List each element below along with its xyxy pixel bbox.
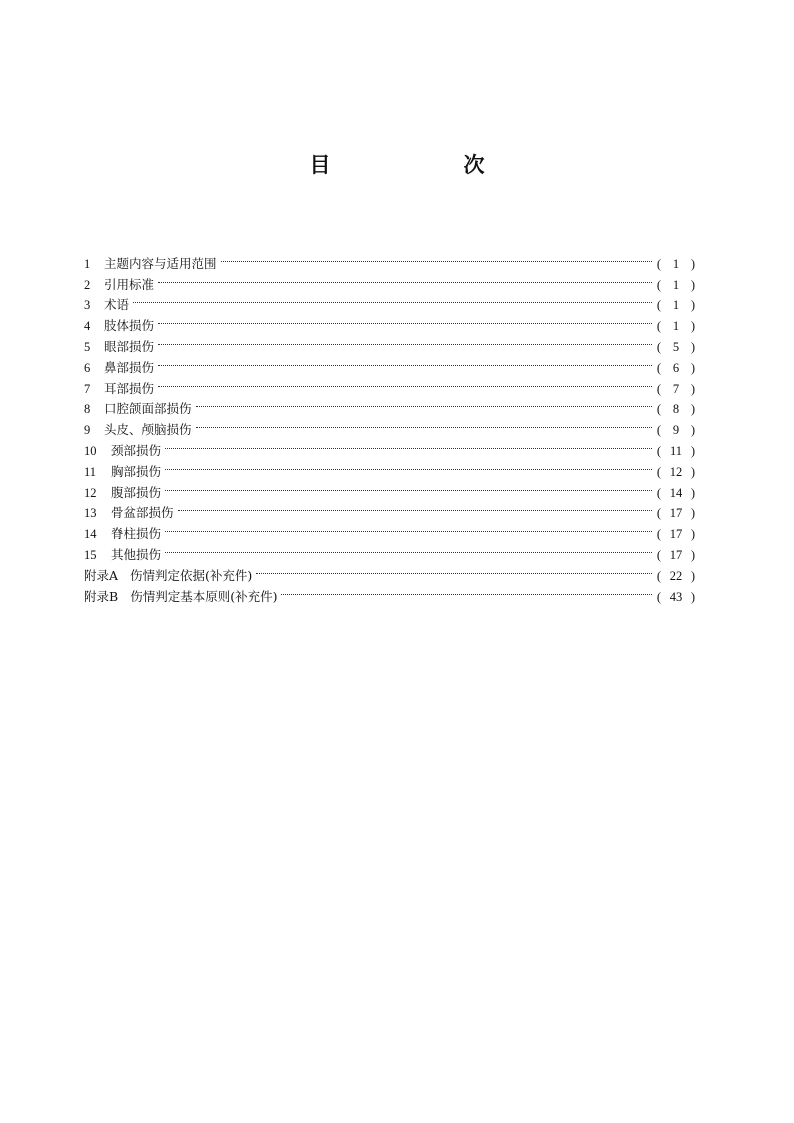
toc-entry[interactable] (84, 497, 696, 521)
toc-entry[interactable] (84, 372, 696, 396)
toc-entry-page: ( 7 ) (656, 381, 696, 396)
toc-entry-appendix-a[interactable] (84, 559, 696, 583)
toc-entry-number: 15 (84, 547, 97, 562)
toc-entry-title: 骨盆部损伤 (111, 505, 174, 521)
toc-entry-title: 颈部损伤 (111, 442, 162, 458)
toc-entry-title: 其他损伤 (111, 546, 162, 562)
toc-entry-number: 4 (84, 319, 91, 334)
toc-entry[interactable] (84, 289, 696, 313)
dot-leader (158, 330, 652, 351)
toc-entry[interactable] (84, 393, 696, 417)
toc-entry[interactable] (84, 351, 696, 375)
toc-entry[interactable] (84, 309, 696, 334)
toc-entry[interactable] (84, 330, 696, 354)
toc-entry-title: 口腔颌面部损伤 (104, 401, 192, 417)
dot-leader (196, 393, 652, 414)
dot-leader (196, 413, 652, 434)
toc-entry-page: ( 6 ) (656, 360, 696, 375)
toc-entry-title: 术语 (104, 297, 130, 313)
dot-leader (158, 309, 652, 330)
dot-leader (221, 247, 652, 268)
dot-leader (256, 559, 652, 580)
toc-entry-number: 14 (84, 527, 97, 542)
toc-entry-title: 引用标准 (104, 276, 155, 292)
toc-entry-page: ( 17 ) (656, 506, 696, 521)
toc-entry-title: 肢体损伤 (104, 318, 155, 334)
toc-entry[interactable] (84, 247, 696, 271)
dot-leader (158, 268, 652, 289)
toc-entry-page: ( 8 ) (656, 402, 696, 417)
toc-entry-page: ( 1 ) (656, 298, 696, 313)
page-title: 目 次 (309, 153, 541, 177)
toc-entry-title: 耳部损伤 (104, 380, 155, 396)
toc-entry-number: 5 (84, 339, 91, 354)
dot-leader (158, 372, 652, 393)
toc-entry-title: 鼻部损伤 (104, 359, 155, 375)
toc-entry-number: 3 (84, 298, 91, 313)
toc-entry-title: 胸部损伤 (111, 463, 162, 479)
toc-entry-title: 头皮、颅脑损伤 (104, 422, 192, 438)
toc-entry-title: 主题内容与适用范围 (104, 255, 217, 271)
toc-entry-page: ( 17 ) (656, 547, 696, 562)
toc-entry-page: ( 1 ) (656, 256, 696, 271)
dot-leader (165, 434, 652, 455)
toc-entry-number: 附录A (84, 567, 119, 583)
toc-entry-number: 11 (84, 464, 97, 479)
toc-entry-number: 2 (84, 277, 91, 292)
dot-leader (133, 289, 652, 310)
dot-leader (165, 538, 652, 559)
toc-entry-title: 伤情判定基本原则(补充件) (130, 588, 278, 604)
dot-leader (281, 580, 652, 601)
toc-entry-title: 脊柱损伤 (111, 526, 162, 542)
toc-entry-title: 伤情判定依据(补充件) (130, 567, 253, 583)
table-of-contents (84, 247, 696, 604)
toc-entry-page: ( 12 ) (656, 464, 696, 479)
toc-entry-number: 13 (84, 506, 97, 521)
toc-entry[interactable] (84, 455, 696, 479)
toc-entry-title: 腹部损伤 (111, 484, 162, 500)
toc-entry[interactable] (84, 538, 696, 562)
toc-entry-page: ( 9 ) (656, 423, 696, 438)
dot-leader (165, 517, 652, 538)
toc-entry-number: 附录B (84, 588, 119, 604)
toc-entry-number: 7 (84, 381, 91, 396)
toc-entry-title: 眼部损伤 (104, 338, 155, 354)
dot-leader (165, 476, 652, 497)
toc-entry-page: ( 1 ) (656, 319, 696, 334)
toc-entry[interactable] (84, 268, 696, 292)
toc-entry-page: ( 1 ) (656, 277, 696, 292)
toc-entry-number: 1 (84, 256, 91, 271)
toc-entry-page: ( 43 ) (656, 589, 696, 604)
toc-entry-page: ( 5 ) (656, 339, 696, 354)
dot-leader (178, 497, 652, 518)
toc-entry[interactable] (84, 517, 696, 542)
toc-entry-number: 8 (84, 402, 91, 417)
toc-entry-page: ( 22 ) (656, 568, 696, 583)
toc-entry[interactable] (84, 434, 696, 458)
toc-entry-page: ( 11 ) (656, 443, 696, 458)
toc-entry-page: ( 14 ) (656, 485, 696, 500)
toc-entry-number: 9 (84, 423, 91, 438)
dot-leader (165, 455, 652, 476)
toc-entry-number: 12 (84, 485, 97, 500)
toc-entry[interactable] (84, 476, 696, 500)
toc-entry-page: ( 17 ) (656, 527, 696, 542)
toc-entry-number: 10 (84, 443, 97, 458)
dot-leader (158, 351, 652, 372)
toc-entry-number: 6 (84, 360, 91, 375)
